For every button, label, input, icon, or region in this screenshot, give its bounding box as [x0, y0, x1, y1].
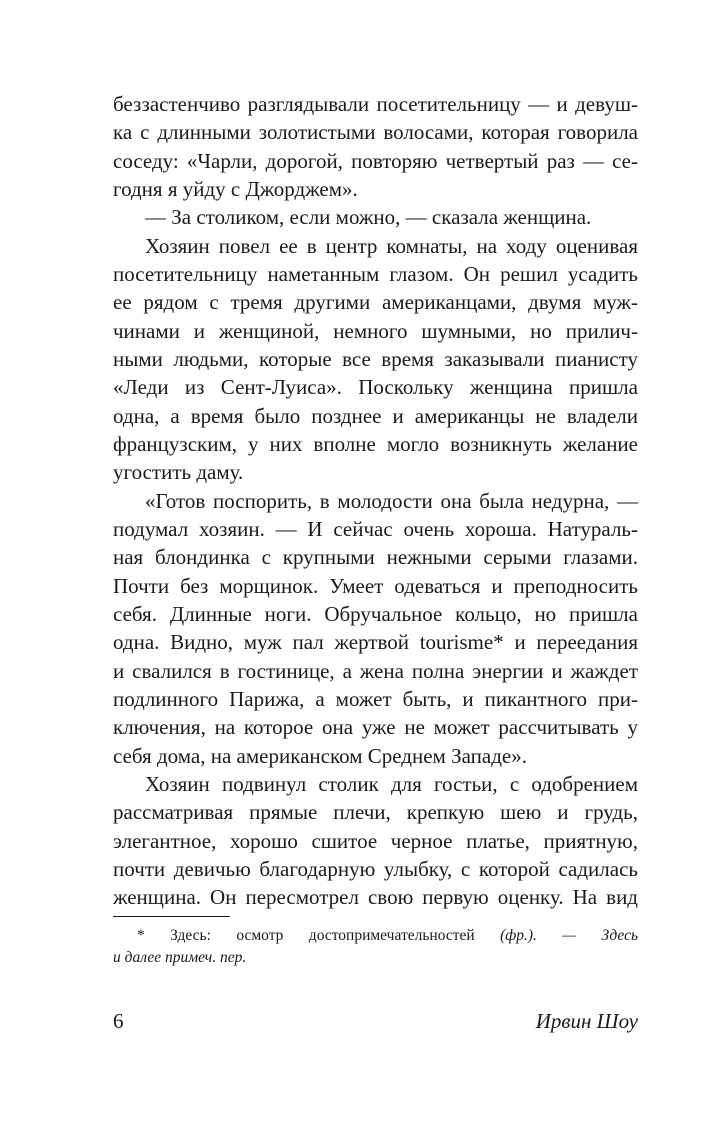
text-line: ная блондинка с крупными нежными серыми глазами.	[113, 545, 638, 569]
text-line: беззастенчиво разглядывали посетительницу — и девуш-	[113, 92, 638, 116]
text-line: Почти без морщинок. Умеет одеваться и преподносить	[113, 574, 638, 598]
text-line: и свалился в гостинице, а жена полна энергии и жаждет	[113, 659, 638, 683]
footnote-divider	[113, 916, 230, 917]
text-line: себя дома, на американском Среднем Западе».	[113, 744, 527, 768]
text-line: «Готов поспорить, в молодости она была недурна, —	[145, 489, 638, 513]
text-line: Хозяин подвинул столик для гостьи, с одобрением	[145, 772, 638, 796]
running-head-author: Ирвин Шоу	[535, 1009, 638, 1033]
footnote-line	[137, 925, 638, 947]
text-line: посетительницу наметанным глазом. Он решил усадить	[113, 262, 638, 286]
text-line: подлинного Парижа, а может быть, и пикантного при-	[113, 687, 638, 711]
text-line: угостить даму.	[113, 460, 244, 484]
text-line: элегантное, хорошо сшитое черное платье, приятную,	[113, 829, 638, 853]
text-line: соседу: «Чарли, дорогой, повторяю четвертый раз — се-	[113, 149, 638, 173]
text-line: ными людьми, которые все время заказывали пианисту	[113, 347, 638, 371]
text-line: — За столиком, если можно, — сказала женщина.	[145, 205, 592, 229]
text-line: ее рядом с тремя другими американцами, двумя муж-	[113, 290, 638, 314]
text-line: ка с длинными золотистыми волосами, которая говорила	[113, 120, 638, 144]
text-line: женщина. Он пересмотрел свою первую оценку. На вид	[113, 885, 638, 909]
text-line: французским, у них вполне могло возникнуть желание	[113, 432, 638, 456]
page-number: 6	[113, 1009, 124, 1033]
footnote-line	[113, 947, 638, 969]
text-line: подумал хозяин. — И сейчас очень хороша. Натураль-	[113, 517, 638, 541]
footnote-italic-text: и далее примеч. пер.	[113, 949, 247, 966]
footnote-text: * Здесь: осмотр достопримечательностей	[137, 927, 475, 944]
text-line: Хозяин повел ее в центр комнаты, на ходу оценивая	[145, 234, 638, 258]
text-line: почти девичью благодарную улыбку, с которой садилась	[113, 857, 638, 881]
text-line: чинами и женщиной, немного шумными, но прилич-	[113, 319, 638, 343]
text-line: рассматривая прямые плечи, крепкую шею и грудь,	[113, 800, 638, 824]
text-line: себя. Длинные ноги. Обручальное кольцо, но пришла	[113, 602, 638, 626]
footnote-italic-text: (фр.). — Здесь	[500, 927, 638, 944]
text-line: одна. Видно, муж пал жертвой tourisme* и переедания	[113, 630, 638, 654]
text-line: годня я уйду с Джорджем».	[113, 177, 358, 201]
text-line: одна, а время было позднее и американцы не владели	[113, 404, 638, 428]
text-line: ключения, на которое она уже не может рассчитывать у	[113, 715, 638, 739]
text-line: «Леди из Сент-Луиса». Поскольку женщина пришла	[113, 375, 638, 399]
